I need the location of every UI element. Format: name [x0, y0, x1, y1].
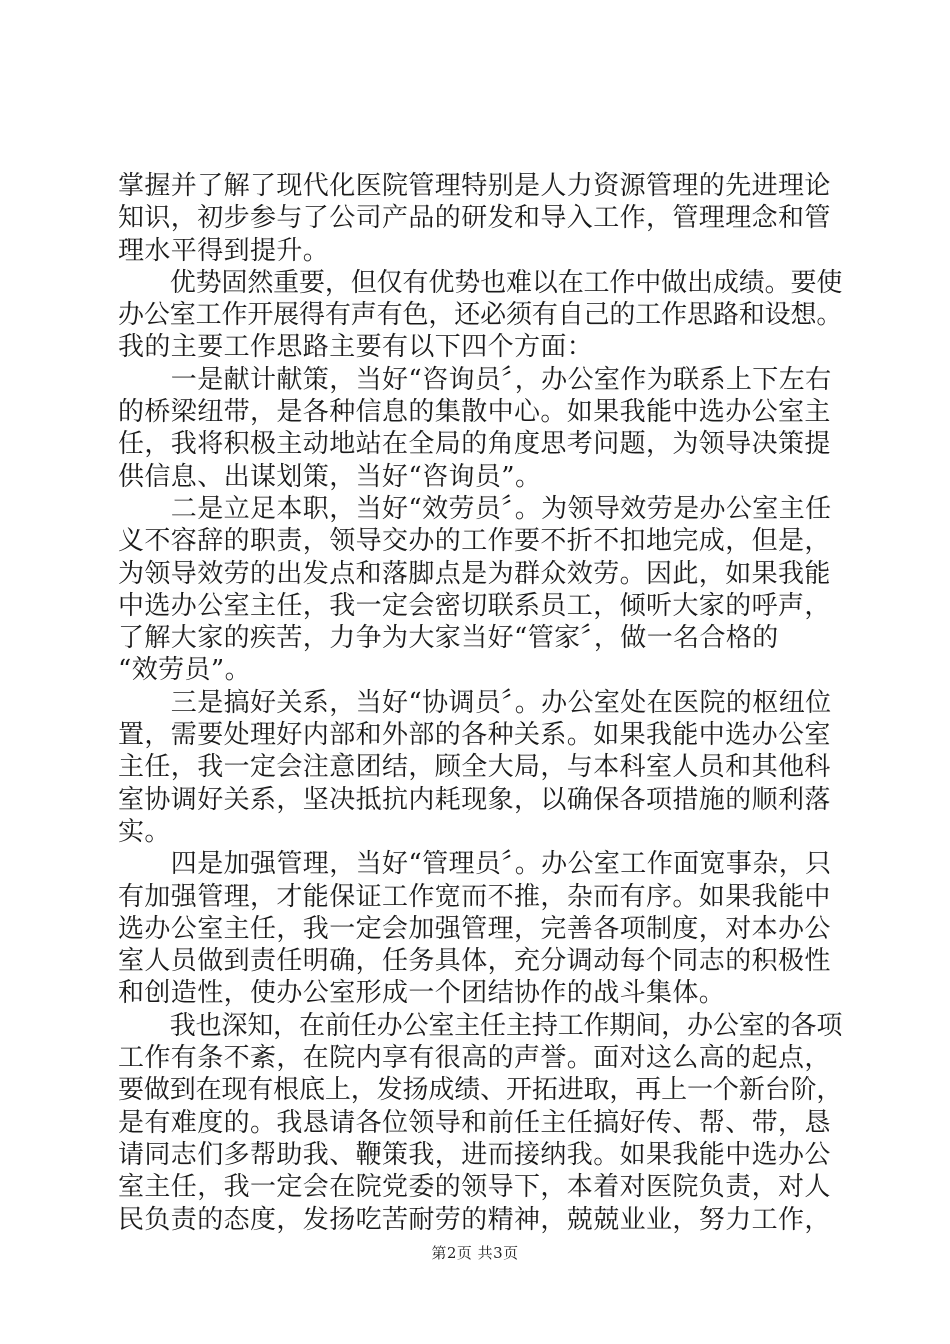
text-line: “效劳员”。: [118, 655, 251, 686]
text-line: 优势固然重要，但仅有优势也难以在工作中做出成绩。要使: [118, 267, 843, 298]
text-line: 了解大家的疾苦，力争为大家当好“管家〞，做一名合格的: [118, 623, 779, 654]
text-line: 实。: [118, 816, 171, 847]
text-line: 二是立足本职，当好“效劳员〞。为领导效劳是办公室主任: [118, 493, 832, 524]
text-line: 有加强管理，才能保证工作宽而不推，杂而有序。如果我能中: [118, 881, 831, 912]
text-line: 工作有条不紊，在院内享有很高的声誉。面对这么高的起点，: [118, 1043, 831, 1074]
text-line: 理水平得到提升。: [118, 235, 330, 266]
text-line: 请同志们多帮助我、鞭策我，进而接纳我。如果我能中选办公: [118, 1139, 831, 1170]
text-line: 置，需要处理好内部和外部的各种关系。如果我能中选办公室: [118, 720, 831, 751]
text-line: 知识，初步参与了公司产品的研发和导入工作，管理理念和管: [118, 203, 831, 234]
text-line: 选办公室主任，我一定会加强管理，完善各项制度，对本办公: [118, 913, 831, 944]
text-line: 我也深知，在前任办公室主任主持工作期间，办公室的各项: [118, 1010, 843, 1041]
text-line: 掌握并了解了现代化医院管理特别是人力资源管理的先进理论: [118, 171, 831, 201]
document-body: [118, 170, 843, 1236]
text-line: 为领导效劳的出发点和落脚点是为群众效劳。因此，如果我能: [118, 558, 831, 589]
text-line: 中选办公室主任，我一定会密切联系员工，倾听大家的呼声，: [118, 590, 831, 621]
text-line: 室主任，我一定会在院党委的领导下，本着对医院负责，对人: [118, 1172, 831, 1203]
text-line: 任，我将积极主动地站在全局的角度思考问题，为领导决策提: [118, 429, 831, 460]
text-line: 室人员做到责任明确，任务具体，充分调动每个同志的积极性: [118, 946, 831, 977]
text-line: 室协调好关系，坚决抵抗内耗现象，以确保各项措施的顺利落: [118, 784, 831, 815]
text-line: 和创造性，使办公室形成一个团结协作的战斗集体。: [118, 978, 726, 1009]
text-line: 义不容辞的职责，领导交办的工作要不折不扣地完成，但是，: [118, 526, 831, 557]
text-line: 的桥梁纽带，是各种信息的集散中心。如果我能中选办公室主: [118, 397, 831, 428]
text-line: 三是搞好关系，当好“协调员〞。办公室处在医院的枢纽位: [118, 687, 832, 718]
text-line: 四是加强管理，当好“管理员〞。办公室工作面宽事杂，只: [118, 849, 832, 880]
text-line: 民负责的态度，发扬吃苦耐劳的精神，兢兢业业，努力工作，: [118, 1204, 831, 1235]
text-line: 是有难度的。我恳请各位领导和前任主任搞好传、帮、带，恳: [118, 1107, 831, 1138]
text-line: 我的主要工作思路主要有以下四个方面：: [118, 332, 594, 363]
text-line: 办公室工作开展得有声有色，还必须有自己的工作思路和设想。: [118, 300, 843, 331]
page-footer: 第2页 共3页: [431, 1244, 519, 1262]
text-line: 供信息、出谋划策，当好“咨询员”。: [118, 461, 542, 492]
text-line: 主任，我一定会注意团结，顾全大局，与本科室人员和其他科: [118, 752, 831, 783]
text-line: 要做到在现有根底上，发扬成绩、开拓进取，再上一个新台阶，: [118, 1075, 843, 1106]
text-line: 一是献计献策，当好“咨询员〞，办公室作为联系上下左右: [118, 364, 832, 395]
